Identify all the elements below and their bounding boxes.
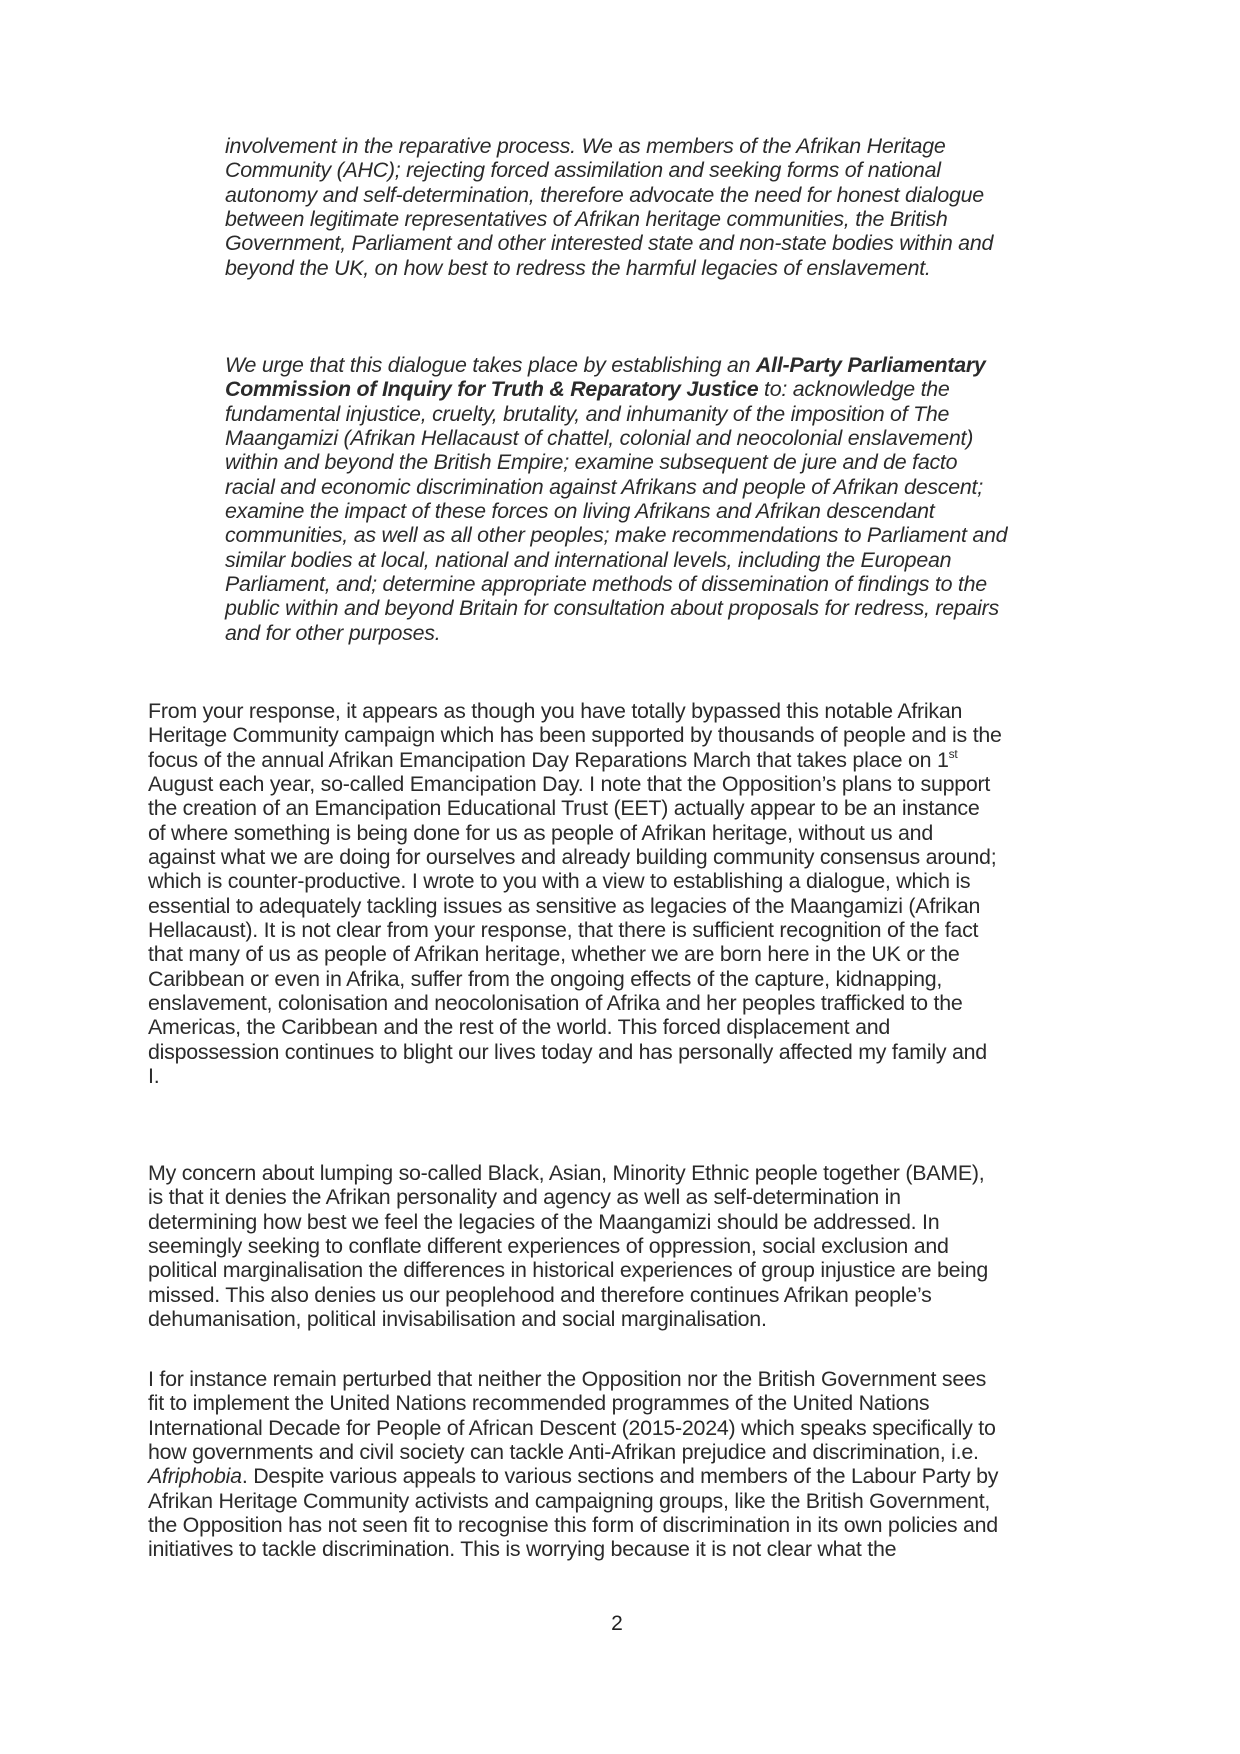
text-line: dispossession continues to blight our lives today and has personally affected my family and: [148, 1039, 987, 1064]
text-line: public within and beyond Britain for consultation about proposals for redress, repairs: [225, 596, 999, 621]
text-line: I for instance remain perturbed that neither the Opposition nor the British Government sees: [148, 1367, 987, 1391]
text-line: initiatives to tackle discrimination. This is worrying because it is not clear what the: [148, 1537, 897, 1562]
text-line: My concern about lumping so-called Black, Asian, Minority Ethnic people together (BAME),: [148, 1161, 985, 1185]
text-line: [148, 748, 1108, 772]
text-line: [148, 1464, 1108, 1488]
text-line: [225, 377, 1105, 401]
commission-name-bold: All-Party Parliamentary: [755, 353, 986, 377]
text-line: fit to implement the United Nations recommended programmes of the United Nations: [148, 1391, 930, 1416]
text-line: the creation of an Emancipation Educational Trust (EET) actually appear to be an instance: [148, 796, 980, 821]
text-line: communities, as well as all other peoples; make recommendations to Parliament and: [225, 523, 1008, 548]
text-run: focus of the annual Afrikan Emancipation Day Reparations March that takes place on 1: [148, 747, 949, 772]
body-paragraph-bame: [148, 1161, 1108, 1331]
text-line: beyond the UK, on how best to redress the harmful legacies of enslavement.: [225, 255, 931, 280]
text-line: seemingly seeking to conflate different experiences of oppression, social exclusion and: [148, 1234, 949, 1259]
text-line: essential to adequately tackling issues as sensitive as legacies of the Maangamizi (Afrikan: [148, 893, 981, 918]
body-paragraph-response: [148, 699, 1108, 1089]
text-line: Community (AHC); rejecting forced assimilation and seeking forms of national: [225, 158, 941, 183]
text-line: enslavement, colonisation and neocolonisation of Afrika and her peoples trafficked to the: [148, 991, 963, 1016]
text-line: [225, 353, 1105, 377]
text-line: missed. This also denies us our peoplehood and therefore continues Afrikan people’s: [148, 1282, 932, 1307]
text-line: Government, Parliament and other interested state and non-state bodies within and: [225, 231, 994, 256]
text-line: Parliament, and; determine appropriate methods of dissemination of findings to the: [225, 572, 987, 597]
text-line: International Decade for People of African Descent (2015-2024) which speaks specifically to: [148, 1415, 996, 1440]
text-line: dehumanisation, political invisabilisation and social marginalisation.: [148, 1307, 767, 1332]
text-line: fundamental injustice, cruelty, brutality, and inhumanity of the imposition of The: [225, 401, 950, 426]
text-line: of where something is being done for us as people of Afrikan heritage, without us and: [148, 820, 933, 845]
text-line: examine the impact of these forces on living Afrikans and Afrikan descendant: [225, 499, 935, 524]
text-line: autonomy and self-determination, therefore advocate the need for honest dialogue: [225, 182, 984, 207]
text-line: that many of us as people of Afrikan heritage, whether we are born here in the UK or the: [148, 942, 960, 967]
text-line: determining how best we feel the legacies of the Maangamizi should be addressed. In: [148, 1209, 940, 1234]
text-line: the Opposition has not seen fit to recognise this form of discrimination in its own policies and: [148, 1513, 998, 1538]
text-line: political marginalisation the differences in historical experiences of group injustice are being: [148, 1258, 989, 1283]
text-line: Caribbean or even in Afrika, suffer from the ongoing effects of the capture, kidnapping,: [148, 966, 943, 991]
quote-paragraph-commission: [225, 353, 1105, 645]
text-line: racial and economic discrimination against Afrikans and people of Afrikan descent;: [225, 474, 983, 499]
text-line: and for other purposes.: [225, 620, 441, 645]
text-line: involvement in the reparative process. We as members of the Afrikan Heritage: [225, 134, 946, 158]
text-run: . Despite various appeals to various sections and members of the Labour Party by: [241, 1464, 999, 1489]
text-line: is that it denies the Afrikan personality and agency as well as self-determination in: [148, 1185, 901, 1210]
text-line: how governments and civil society can tackle Anti-Afrikan prejudice and discrimination, i.e.: [148, 1440, 979, 1465]
text-line: Americas, the Caribbean and the rest of the world. This forced displacement and: [148, 1015, 891, 1040]
text-line: which is counter-productive. I wrote to you with a view to establishing a dialogue, which is: [148, 869, 971, 894]
commission-name-bold: Commission of Inquiry for Truth & Reparatory Justice: [225, 377, 759, 402]
afriphobia-term: Afriphobia: [148, 1464, 242, 1489]
text-run: to: acknowledge the: [758, 377, 950, 402]
body-paragraph-un-decade: [148, 1367, 1108, 1562]
text-line: within and beyond the British Empire; examine subsequent de jure and de facto: [225, 450, 958, 475]
text-line: between legitimate representatives of Afrikan heritage communities, the British: [225, 207, 948, 232]
text-line: against what we are doing for ourselves and already building community consensus around;: [148, 845, 997, 870]
ordinal-superscript: st: [948, 746, 958, 761]
text-line: I.: [148, 1064, 160, 1089]
page-number: 2: [611, 1612, 623, 1635]
text-line: Afrikan Heritage Community activists and campaigning groups, like the British Government,: [148, 1488, 991, 1513]
text-line: similar bodies at local, national and international levels, including the European: [225, 547, 952, 572]
text-line: Heritage Community campaign which has been supported by thousands of people and is the: [148, 723, 1002, 748]
text-line: Hellacaust). It is not clear from your response, that there is sufficient recognition of the fact: [148, 918, 979, 943]
text-run: We urge that this dialogue takes place by establishing an: [225, 353, 756, 377]
text-line: August each year, so-called Emancipation Day. I note that the Opposition’s plans to support: [148, 772, 991, 797]
text-line: From your response, it appears as though you have totally bypassed this notable Afrikan: [148, 699, 963, 723]
text-line: Maangamizi (Afrikan Hellacaust of chattel, colonial and neocolonial enslavement): [225, 426, 974, 451]
quote-paragraph-ahc: [225, 134, 1105, 280]
